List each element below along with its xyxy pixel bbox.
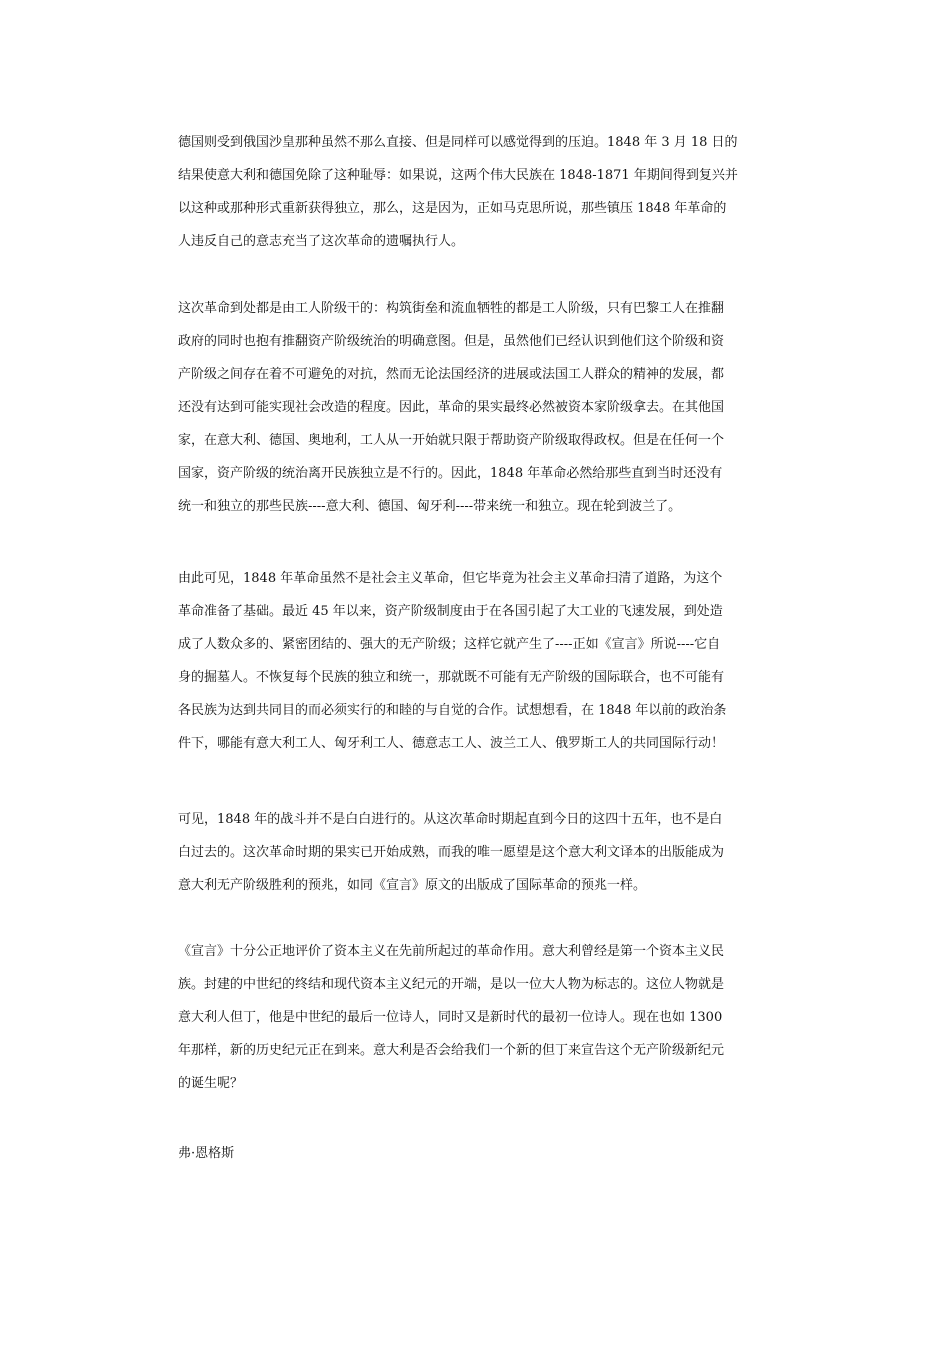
- text-line: 可见，1848 年的战斗并不是白白进行的。从这次革命时期起直到今日的这四十五年，也不是白: [178, 812, 723, 827]
- text-line: 意大利无产阶级胜利的预兆，如同《宣言》原文的出版成了国际革命的预兆一样。: [178, 878, 647, 893]
- paragraph-5: [178, 940, 724, 1105]
- text-line: 德国则受到俄国沙皇那种虽然不那么直接、但是同样可以感觉得到的压迫。1848 年 3 月 18 日的: [178, 135, 738, 150]
- text-line: 年那样，新的历史纪元正在到来。意大利是否会给我们一个新的但丁来宣告这个无产阶级新纪元: [178, 1043, 725, 1058]
- text-line: 《宣言》十分公正地评价了资本主义在先前所起过的革命作用。意大利曾经是第一个资本主义民: [178, 944, 725, 959]
- text-line: 革命准备了基础。最近 45 年以来，资产阶级制度由于在各国引起了大工业的飞速发展，到处造: [178, 604, 723, 619]
- text-line: 人违反自己的意志充当了这次革命的遗嘱执行人。: [178, 234, 465, 249]
- text-line: 还没有达到可能实现社会改造的程度。因此，革命的果实最终必然被资本家阶级拿去。在其他国: [178, 400, 725, 415]
- signature: [178, 1142, 234, 1175]
- text-line: 由此可见，1848 年革命虽然不是社会主义革命，但它毕竟为社会主义革命扫清了道路，为这个: [178, 571, 723, 586]
- text-line: 这次革命到处都是由工人阶级干的：构筑街垒和流血牺牲的都是工人阶级，只有巴黎工人在推翻: [178, 301, 725, 316]
- paragraph-3: [178, 567, 726, 765]
- text-line: 各民族为达到共同目的而必须实行的和睦的与自觉的合作。试想想看，在 1848 年以前的政治条: [178, 703, 727, 718]
- text-line: 结果使意大利和德国免除了这种耻辱：如果说，这两个伟大民族在 1848-1871 年期间得到复兴并: [178, 168, 738, 183]
- text-line: 白过去的。这次革命时期的果实已开始成熟，而我的唯一愿望是这个意大利文译本的出版能成为: [178, 845, 725, 860]
- text-line: 家，在意大利、德国、奥地利，工人从一开始就只限于帮助资产阶级取得政权。但是在任何一个: [178, 433, 725, 448]
- paragraph-2: [178, 297, 724, 528]
- signature-text: 弗·恩格斯: [178, 1146, 235, 1161]
- text-line: 的诞生呢？: [178, 1076, 244, 1091]
- text-line: 产阶级之间存在着不可避免的对抗，然而无论法国经济的进展或法国工人群众的精神的发展，都: [178, 367, 725, 382]
- text-line: 以这种或那种形式重新获得独立，那么，这是因为，正如马克思所说，那些镇压 1848 年革命的: [178, 201, 727, 216]
- text-line: 件下，哪能有意大利工人、匈牙利工人、德意志工人、波兰工人、俄罗斯工人的共同国际行动！: [178, 736, 725, 751]
- text-line: 政府的同时也抱有推翻资产阶级统治的明确意图。但是，虽然他们已经认识到他们这个阶级和资: [178, 334, 725, 349]
- text-line: 成了人数众多的、紧密团结的、强大的无产阶级；这样它就产生了----正如《宣言》所说----它自: [178, 637, 721, 652]
- paragraph-1: [178, 131, 738, 263]
- text-line: 族。封建的中世纪的终结和现代资本主义纪元的开端，是以一位大人物为标志的。这位人物就是: [178, 977, 725, 992]
- text-line: 意大利人但丁，他是中世纪的最后一位诗人，同时又是新时代的最初一位诗人。现在也如 1300: [178, 1010, 723, 1025]
- text-line: 身的掘墓人。不恢复每个民族的独立和统一，那就既不可能有无产阶级的国际联合，也不可能有: [178, 670, 725, 685]
- text-line: 国家，资产阶级的统治离开民族独立是不行的。因此，1848 年革命必然给那些直到当时还没有: [178, 466, 723, 481]
- paragraph-4: [178, 808, 724, 907]
- text-line: 统一和独立的那些民族----意大利、德国、匈牙利----带来统一和独立。现在轮到波兰了。: [178, 499, 682, 514]
